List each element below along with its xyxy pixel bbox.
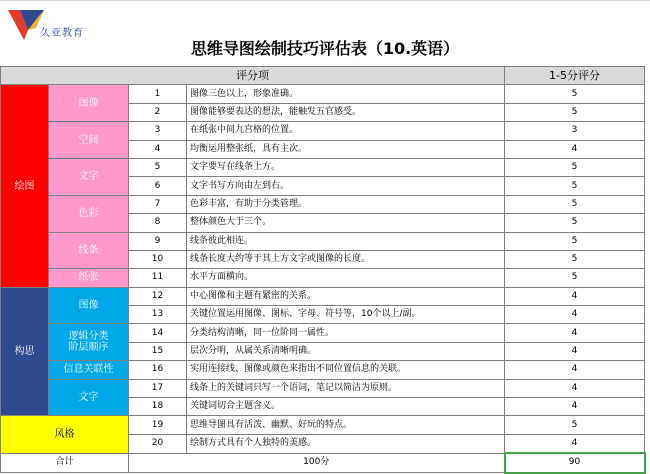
subgroup-image: 图像 bbox=[49, 85, 129, 122]
row-description: 线条长度大约等于其上方文字或图像的长度。 bbox=[187, 250, 505, 268]
header-score: 1-5分评分 bbox=[505, 67, 645, 85]
header-row bbox=[1, 67, 645, 85]
table-row bbox=[1, 379, 645, 397]
group-style: 风格 bbox=[1, 416, 129, 453]
row-description: 线条彼此相连。 bbox=[187, 232, 505, 250]
header-items: 评分项 bbox=[1, 67, 505, 85]
table-row bbox=[1, 416, 645, 434]
row-score[interactable]: 3 bbox=[505, 122, 645, 140]
row-number: 20 bbox=[129, 434, 187, 453]
total-row bbox=[1, 453, 645, 472]
row-number: 3 bbox=[129, 122, 187, 140]
row-number: 15 bbox=[129, 342, 187, 360]
row-score[interactable]: 4 bbox=[505, 287, 645, 305]
row-score[interactable]: 4 bbox=[505, 379, 645, 397]
table-row bbox=[1, 361, 645, 379]
row-score[interactable]: 5 bbox=[505, 103, 645, 121]
group-drawing: 绘图 bbox=[1, 85, 49, 287]
row-number: 2 bbox=[129, 103, 187, 121]
subgroup-logic bbox=[49, 324, 129, 361]
row-score[interactable]: 4 bbox=[505, 140, 645, 158]
row-score[interactable]: 5 bbox=[505, 177, 645, 195]
row-description: 色彩丰富，有助于分类管理。 bbox=[187, 195, 505, 213]
row-score[interactable]: 4 bbox=[505, 342, 645, 360]
row-description: 在纸张中间九宫格的位置。 bbox=[187, 122, 505, 140]
row-number: 7 bbox=[129, 195, 187, 213]
row-number: 16 bbox=[129, 361, 187, 379]
row-score[interactable]: 5 bbox=[505, 269, 645, 287]
row-description: 文字书写方向由左到右。 bbox=[187, 177, 505, 195]
row-number: 13 bbox=[129, 306, 187, 324]
grid-border bbox=[0, 0, 650, 1]
table-row bbox=[1, 85, 645, 103]
total-label: 合计 bbox=[1, 453, 129, 472]
page-title: 思维导图绘制技巧评估表（10.英语） bbox=[190, 39, 460, 58]
row-number: 19 bbox=[129, 416, 187, 434]
row-score[interactable]: 5 bbox=[505, 214, 645, 232]
row-description: 图像能够要表达的想法，能触发五官感受。 bbox=[187, 103, 505, 121]
row-description: 中心图像和主题有紧密的关系。 bbox=[187, 287, 505, 305]
row-score[interactable]: 5 bbox=[505, 195, 645, 213]
row-number: 5 bbox=[129, 158, 187, 176]
table-row bbox=[1, 158, 645, 176]
row-number: 1 bbox=[129, 85, 187, 103]
row-score[interactable]: 5 bbox=[505, 158, 645, 176]
row-description: 关键位置运用图像、图标、字母、符号等，10个以上/副。 bbox=[187, 306, 505, 324]
row-number: 9 bbox=[129, 232, 187, 250]
row-number: 10 bbox=[129, 250, 187, 268]
row-description: 关键词切合主题含义。 bbox=[187, 398, 505, 416]
subgroup-space-blank bbox=[49, 122, 129, 159]
row-score[interactable]: 5 bbox=[505, 416, 645, 434]
subgroup-image: 图像 bbox=[49, 287, 129, 324]
row-number: 12 bbox=[129, 287, 187, 305]
table-row bbox=[1, 287, 645, 305]
row-score[interactable]: 5 bbox=[505, 232, 645, 250]
table-row bbox=[1, 269, 645, 287]
subgroup-paper: 纸张 bbox=[49, 269, 129, 287]
subgroup-line: 线条 bbox=[49, 232, 129, 269]
evaluation-table bbox=[0, 66, 646, 474]
row-description: 整体颜色大于三个。 bbox=[187, 214, 505, 232]
row-number: 17 bbox=[129, 379, 187, 397]
row-score[interactable]: 4 bbox=[505, 434, 645, 453]
row-score[interactable]: 4 bbox=[505, 398, 645, 416]
row-score[interactable]: 4 bbox=[505, 361, 645, 379]
subgroup-color: 色彩 bbox=[49, 195, 129, 232]
subgroup-relation: 信息关联性 bbox=[49, 361, 129, 379]
row-number: 18 bbox=[129, 398, 187, 416]
total-score[interactable]: 90 bbox=[505, 453, 645, 472]
row-description: 文字要写在线条上方。 bbox=[187, 158, 505, 176]
row-number: 4 bbox=[129, 140, 187, 158]
row-description: 实用连接线、图像或颜色来指出不同位置信息的关联。 bbox=[187, 361, 505, 379]
row-score[interactable]: 5 bbox=[505, 85, 645, 103]
row-description: 水平方面横向。 bbox=[187, 269, 505, 287]
row-description: 绘制方式具有个人独特的美感。 bbox=[187, 434, 505, 453]
group-structure: 构思 bbox=[1, 287, 49, 416]
table-row bbox=[1, 324, 645, 342]
row-number: 8 bbox=[129, 214, 187, 232]
table-row bbox=[1, 122, 645, 140]
row-description: 分类结构清晰，同一位阶同一属性。 bbox=[187, 324, 505, 342]
subgroup-text: 文字 bbox=[49, 379, 129, 416]
row-description: 层次分明，从属关系清晰明确。 bbox=[187, 342, 505, 360]
row-score[interactable]: 4 bbox=[505, 306, 645, 324]
table-row bbox=[1, 232, 645, 250]
row-description: 均衡运用整张纸，具有主次。 bbox=[187, 140, 505, 158]
row-description: 图像三色以上，形象准确。 bbox=[187, 85, 505, 103]
table-row bbox=[1, 195, 645, 213]
subgroup-text: 文字 bbox=[49, 158, 129, 195]
row-description: 线条上的关键词只写一个语词，笔记以简洁为原则。 bbox=[187, 379, 505, 397]
subgroup-logic-line1: 逻辑分类 bbox=[68, 331, 109, 343]
row-number: 6 bbox=[129, 177, 187, 195]
subgroup-logic-line2: 阶层顺序 bbox=[68, 342, 109, 354]
subgroup-space-label: 空间 bbox=[78, 134, 99, 146]
row-number: 14 bbox=[129, 324, 187, 342]
row-description: 思维导图具有活泼、幽默、好玩的特点。 bbox=[187, 416, 505, 434]
row-score[interactable]: 5 bbox=[505, 250, 645, 268]
logo-text: 久亚教育 bbox=[40, 28, 84, 39]
row-number: 11 bbox=[129, 269, 187, 287]
total-max: 100分 bbox=[129, 453, 505, 472]
row-score[interactable]: 4 bbox=[505, 324, 645, 342]
